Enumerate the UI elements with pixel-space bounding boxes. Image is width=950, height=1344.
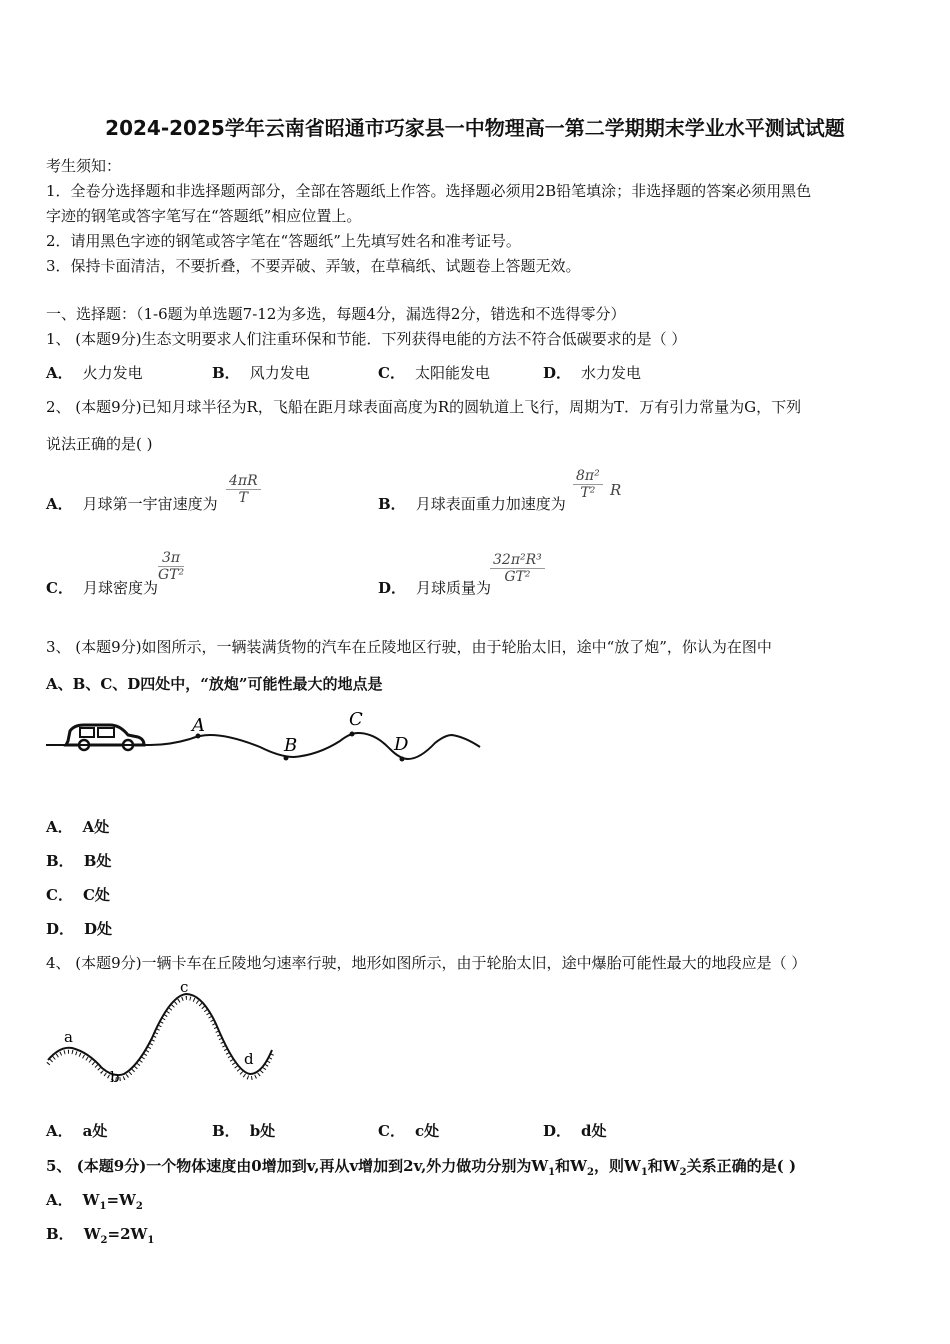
question-1-stem: 1、 (本题9分)生态文明要求人们注重环保和节能．下列获得电能的方法不符合低碳要求的是（ ）	[46, 330, 687, 348]
option-text: D处	[84, 920, 113, 938]
q1-option-d[interactable]	[543, 362, 641, 383]
notice-heading: 考生须知：	[46, 157, 122, 175]
option-text: a处	[82, 1122, 108, 1140]
denominator: GT²	[504, 569, 531, 585]
label-c: c	[180, 978, 189, 996]
q4-option-b[interactable]	[212, 1120, 275, 1141]
option-label: B．	[378, 495, 406, 513]
q3-option-c[interactable]	[46, 884, 110, 905]
numerator: 8π²	[573, 468, 603, 485]
option-text: b处	[249, 1122, 276, 1140]
subscript: 1	[640, 1167, 648, 1178]
option-label: A．	[46, 364, 73, 382]
option-text: 月球第一宇宙速度为	[82, 495, 218, 513]
section-heading: 一、选择题：（1-6题为单选题7-12为多选，每题4分，漏选得2分，错选和不选得零分）	[46, 305, 626, 323]
option-text: 风力发电	[249, 364, 310, 382]
option-text: A处	[82, 818, 110, 836]
option-text: 太阳能发电	[414, 364, 490, 382]
subscript: 1	[147, 1235, 155, 1246]
subscript: 2	[679, 1167, 687, 1178]
label-b: B	[284, 735, 298, 756]
numerator: 4πR	[226, 473, 261, 490]
q2-b-formula	[573, 468, 603, 501]
stem-text: 和W	[555, 1157, 587, 1175]
q1-option-a[interactable]	[46, 362, 143, 383]
option-text: W	[82, 1191, 100, 1209]
option-label: C．	[46, 886, 73, 904]
option-label: B．	[212, 1122, 240, 1140]
label-d: D	[394, 734, 409, 755]
option-text: c处	[414, 1122, 440, 1140]
option-text: 月球质量为	[416, 579, 492, 597]
notice-item-3: 3．保持卡面清洁，不要折叠，不要弄破、弄皱，在草稿纸、试题卷上答题无效。	[46, 257, 581, 275]
q3-option-d[interactable]	[46, 918, 112, 939]
option-label: A．	[46, 818, 73, 836]
label-d: d	[244, 1050, 254, 1068]
q4-option-c[interactable]	[378, 1120, 439, 1141]
option-text: =2W	[107, 1225, 148, 1243]
option-label: B．	[212, 364, 240, 382]
q1-option-b[interactable]	[212, 362, 310, 383]
notice-item-1-cont: 字迹的钢笔或答字笔写在“答题纸”相应位置上。	[46, 207, 362, 225]
label-a: a	[64, 1028, 73, 1046]
subscript: 1	[99, 1201, 107, 1212]
option-text: 月球表面重力加速度为	[415, 495, 566, 513]
denominator: T²	[580, 485, 596, 501]
label-c: C	[349, 709, 363, 730]
page-title: 2024-2025学年云南省昭通市巧家县一中物理高一第二学期期末学业水平测试试题	[105, 116, 845, 140]
q2-d-formula	[490, 552, 545, 585]
q2-b-formula-tail: R	[610, 481, 622, 499]
q4-terrain-figure	[40, 978, 280, 1088]
option-text: C处	[82, 886, 110, 904]
question-3-stem-cont: A、B、C、D四处中，“放炮”可能性最大的地点是	[46, 675, 383, 693]
stem-text: 和W	[647, 1157, 680, 1175]
q2-option-a[interactable]	[46, 493, 218, 514]
q4-option-a[interactable]	[46, 1120, 107, 1141]
option-label: A．	[46, 1191, 73, 1209]
q5-option-a[interactable]	[46, 1189, 143, 1212]
option-text: 月球密度为	[82, 579, 158, 597]
option-label: D．	[378, 579, 407, 597]
q3-terrain-figure	[40, 705, 490, 785]
stem-text: ，则W	[593, 1157, 641, 1175]
q3-option-b[interactable]	[46, 850, 111, 871]
subscript: 2	[587, 1167, 594, 1178]
q1-option-c[interactable]	[378, 362, 490, 383]
option-label: B．	[46, 852, 74, 870]
label-a: A	[192, 715, 205, 736]
question-3-stem: 3、 (本题9分)如图所示，一辆装满货物的汽车在丘陵地区行驶，由于轮胎太旧，途中“放了炮”，你认为在图中	[46, 638, 772, 656]
option-label: C．	[378, 1122, 405, 1140]
option-label: A．	[46, 1122, 73, 1140]
option-label: B．	[46, 1225, 74, 1243]
option-text: W	[83, 1225, 101, 1243]
option-text: =W	[106, 1191, 136, 1209]
option-label: C．	[46, 579, 73, 597]
q4-option-d[interactable]	[543, 1120, 607, 1141]
subscript: 2	[135, 1201, 143, 1212]
q2-c-formula	[158, 550, 184, 583]
option-label: C．	[378, 364, 405, 382]
numerator: 3π	[158, 550, 184, 567]
option-label: D．	[46, 920, 75, 938]
label-b: b	[110, 1068, 120, 1086]
numerator: 32π²R³	[490, 552, 545, 569]
option-label: A．	[46, 495, 73, 513]
question-5-stem	[46, 1155, 796, 1178]
q2-option-d[interactable]	[378, 577, 491, 598]
q2-option-c[interactable]	[46, 577, 158, 598]
notice-item-2: 2．请用黑色字迹的钢笔或答字笔在“答题纸”上先填写姓名和准考证号。	[46, 232, 521, 250]
denominator: T	[238, 490, 248, 506]
q3-option-a[interactable]	[46, 816, 109, 837]
subscript: 2	[100, 1235, 108, 1246]
question-4-stem: 4、 (本题9分)一辆卡车在丘陵地匀速率行驶，地形如图所示，由于轮胎太旧，途中爆胎可能性最大的地段应是（ ）	[46, 954, 807, 972]
option-text: d处	[581, 1122, 607, 1140]
question-2-stem-cont: 说法正确的是( )	[46, 435, 153, 453]
option-text: 水力发电	[581, 364, 642, 382]
option-text: 火力发电	[82, 364, 143, 382]
option-text: B处	[83, 852, 112, 870]
q2-option-b[interactable]	[378, 493, 566, 514]
q5-option-b[interactable]	[46, 1223, 154, 1246]
option-label: D．	[543, 1122, 572, 1140]
stem-text: 5、 (本题9分)一个物体速度由0增加到v,再从v增加到2v,外力做功分别为W	[46, 1157, 549, 1175]
car-icon	[66, 725, 144, 750]
subscript: 1	[548, 1167, 556, 1178]
notice-item-1: 1．全卷分选择题和非选择题两部分，全部在答题纸上作答。选择题必须用2B铅笔填涂；非选择题的答案必须用黑色	[46, 182, 812, 200]
option-label: D．	[543, 364, 572, 382]
q2-a-formula	[226, 473, 261, 506]
denominator: GT²	[158, 567, 185, 583]
stem-text: 关系正确的是( )	[686, 1157, 797, 1175]
question-2-stem: 2、 (本题9分)已知月球半径为R，飞船在距月球表面高度为R的圆轨道上飞行，周期为T．万有引力常量为G，下列	[46, 398, 802, 416]
